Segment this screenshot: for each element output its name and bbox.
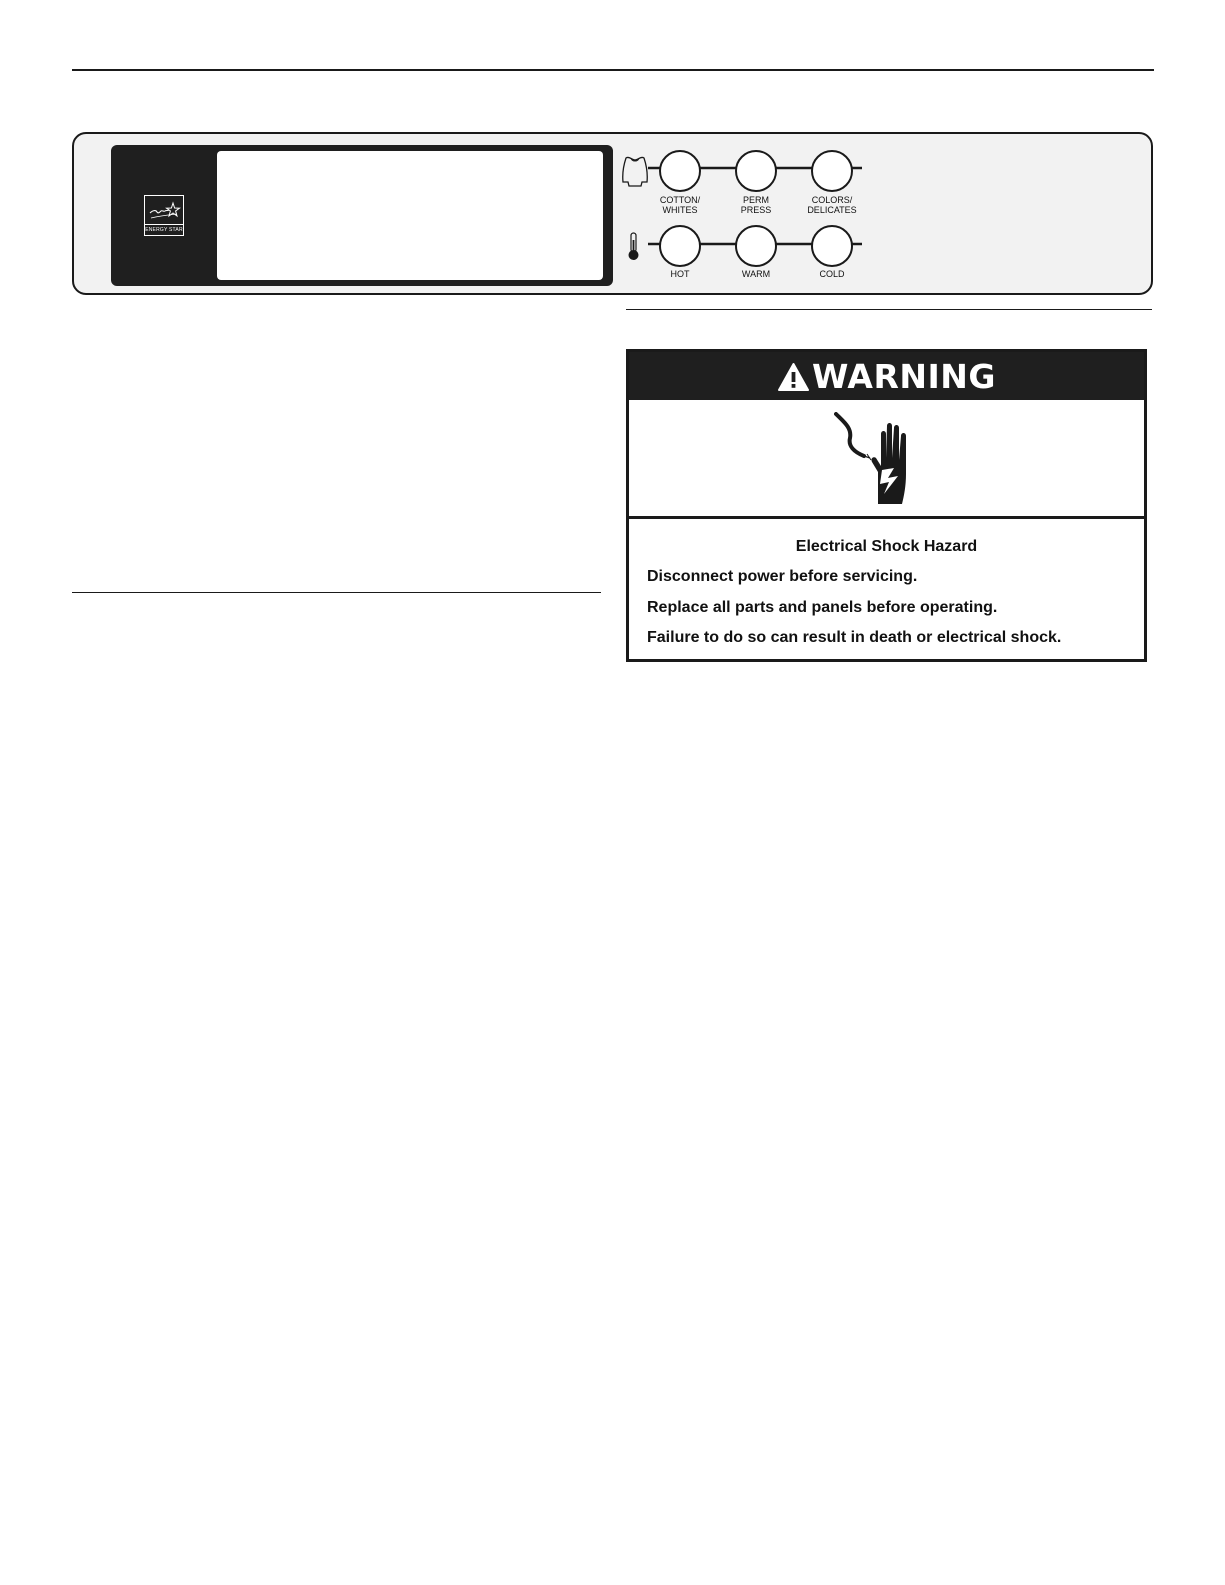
- warm-button[interactable]: [734, 224, 778, 268]
- hazard-line-2: Replace all parts and panels before operating.: [647, 599, 998, 616]
- section-divider-right: [626, 309, 1152, 310]
- hot-button[interactable]: [658, 224, 702, 268]
- hazard-title: Electrical Shock Hazard: [795, 538, 978, 555]
- section-divider-left: [72, 592, 601, 593]
- cotton-whites-label: COTTON/ WHITES: [659, 195, 701, 215]
- warning-title: WARNING: [812, 357, 996, 396]
- cold-button[interactable]: [810, 224, 854, 268]
- top-divider-rule: [72, 69, 1154, 71]
- cold-label: COLD: [819, 269, 845, 279]
- perm-press-button[interactable]: [734, 149, 778, 193]
- cotton-whites-button[interactable]: [658, 149, 702, 193]
- shirt-icon: [623, 157, 648, 186]
- perm-press-label: PERM PRESS: [740, 195, 772, 215]
- hot-label: HOT: [670, 269, 690, 279]
- thermometer-icon: [629, 233, 639, 260]
- colors-delicates-button[interactable]: [810, 149, 854, 193]
- warm-label: WARM: [741, 269, 771, 279]
- console-display-housing: [111, 145, 613, 286]
- warning-image-area: [629, 400, 1144, 519]
- energy-star-text: ENERGY STAR: [145, 224, 183, 235]
- warning-header: [629, 352, 1144, 400]
- energy-star-script-icon: [147, 200, 181, 222]
- control-panel-diagram: [72, 132, 1153, 295]
- hazard-line-3: Failure to do so can result in death or electrical shock.: [647, 629, 1062, 646]
- electrical-shock-hand-icon: [834, 412, 926, 508]
- colors-delicates-label: COLORS/ DELICATES: [807, 195, 857, 215]
- energy-star-logo: [144, 195, 184, 236]
- hazard-line-1: Disconnect power before servicing.: [647, 568, 918, 585]
- warning-triangle-icon: [777, 362, 810, 392]
- display-window: [217, 151, 603, 280]
- warning-box: [626, 349, 1147, 662]
